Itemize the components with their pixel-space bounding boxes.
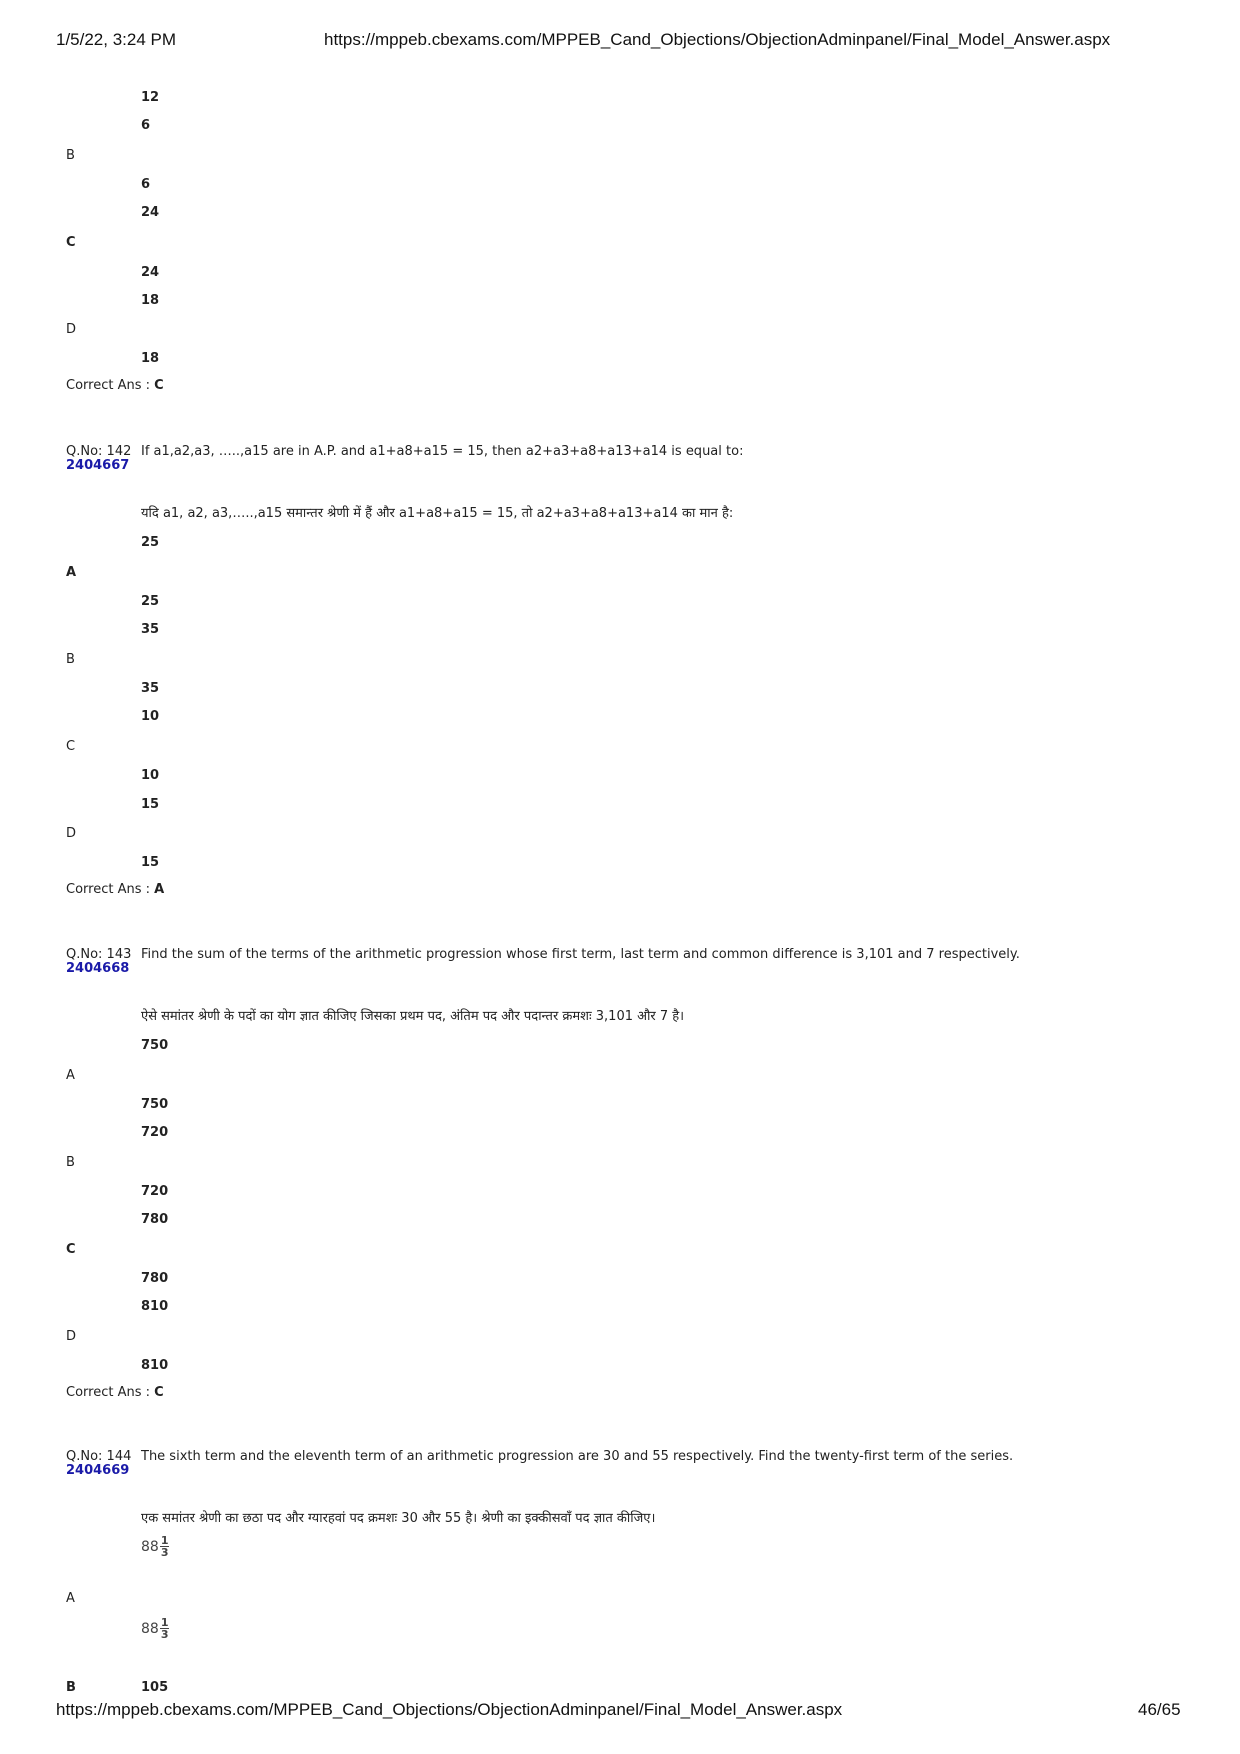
option-letter-correct: B: [66, 1680, 76, 1695]
page-number: 46/65: [1138, 1700, 1181, 1719]
option-value: 810: [141, 1358, 169, 1373]
fraction-denominator: 3: [160, 1628, 169, 1641]
question-id: 2404667: [66, 458, 130, 473]
option-value: 18: [141, 351, 160, 366]
option-letter-correct: C: [66, 1242, 76, 1257]
fraction-numerator: 1: [160, 1534, 169, 1547]
correct-answer-label: Correct Ans :: [66, 378, 155, 393]
question-text-english: Find the sum of the terms of the arithmetic progression whose first term, last term and common difference is 3,101 and 7 respectively.: [141, 947, 1020, 962]
fraction-part: [160, 1535, 170, 1558]
option-fraction: [141, 1617, 169, 1640]
option-value: 15: [141, 855, 160, 870]
question-number: Q.No: 142: [66, 444, 132, 459]
correct-answer: [66, 1385, 164, 1401]
option-value: 720: [141, 1184, 169, 1199]
question-number: Q.No: 144: [66, 1449, 132, 1464]
question-id: 2404668: [66, 961, 130, 976]
question-text-hindi: यदि a1, a2, a3,…..,a15 समान्तर श्रेणी में हैं और a1+a8+a15 = 15, तो a2+a3+a8+a13+a14 का मान है:: [141, 506, 734, 521]
option-letter: A: [66, 1591, 75, 1606]
option-letter: D: [66, 322, 77, 337]
fraction-numerator: 1: [160, 1616, 169, 1629]
fraction-whole: 88: [141, 1538, 159, 1555]
option-value: 15: [141, 797, 160, 812]
option-letter-correct: C: [66, 235, 76, 250]
option-value: 35: [141, 622, 160, 637]
print-url-header: https://mppeb.cbexams.com/MPPEB_Cand_Objections/ObjectionAdminpanel/Final_Model_Answer.aspx: [324, 30, 1111, 49]
option-value: 10: [141, 768, 160, 783]
print-datetime: 1/5/22, 3:24 PM: [56, 30, 177, 49]
print-url-footer: https://mppeb.cbexams.com/MPPEB_Cand_Objections/ObjectionAdminpanel/Final_Model_Answer.aspx: [56, 1700, 843, 1719]
question-text-english: If a1,a2,a3, …..,a15 are in A.P. and a1+a8+a15 = 15, then a2+a3+a8+a13+a14 is equal to:: [141, 444, 744, 459]
question-id: 2404669: [66, 1463, 130, 1478]
correct-answer-label: Correct Ans :: [66, 882, 155, 897]
correct-answer-value: C: [154, 378, 164, 393]
option-letter: B: [66, 148, 75, 163]
option-value: 10: [141, 709, 160, 724]
option-value: 25: [141, 594, 160, 609]
option-value: 25: [141, 535, 160, 550]
question-number: Q.No: 143: [66, 947, 132, 962]
fraction-denominator: 3: [160, 1546, 169, 1559]
question-text-english: The sixth term and the eleventh term of an arithmetic progression are 30 and 55 respectively. Find the twenty-first term of the series.: [141, 1449, 1014, 1464]
option-value: 6: [141, 177, 151, 192]
option-value: 12: [141, 90, 160, 105]
option-value: 18: [141, 293, 160, 308]
option-letter: C: [66, 739, 76, 754]
option-value: 24: [141, 205, 160, 220]
option-value: 780: [141, 1212, 169, 1227]
option-value: 780: [141, 1271, 169, 1286]
option-value: 750: [141, 1097, 169, 1112]
option-value: 6: [141, 118, 151, 133]
option-letter: B: [66, 1155, 75, 1170]
option-value: 720: [141, 1125, 169, 1140]
option-letter: D: [66, 1329, 77, 1344]
option-value: 35: [141, 681, 160, 696]
correct-answer: [66, 378, 164, 394]
option-fraction: [141, 1535, 169, 1558]
option-letter: A: [66, 1068, 75, 1083]
option-letter: B: [66, 652, 75, 667]
question-text-hindi: एक समांतर श्रेणी का छठा पद और ग्यारहवां पद क्रमशः 30 और 55 है। श्रेणी का इक्कीसवाँ पद ज्ञात कीजिए।: [141, 1511, 656, 1526]
option-value: 750: [141, 1038, 169, 1053]
correct-answer: [66, 882, 164, 898]
option-value: 24: [141, 265, 160, 280]
fraction-part: [160, 1617, 170, 1640]
option-value: 105: [141, 1680, 169, 1695]
option-value: 810: [141, 1299, 169, 1314]
fraction-whole: 88: [141, 1620, 159, 1637]
correct-answer-label: Correct Ans :: [66, 1385, 155, 1400]
option-letter-correct: A: [66, 565, 77, 580]
question-text-hindi: ऐसे समांतर श्रेणी के पदों का योग ज्ञात कीजिए जिसका प्रथम पद, अंतिम पद और पदान्तर क्रमशः 3,101 और 7 है।: [141, 1009, 685, 1024]
option-letter: D: [66, 826, 77, 841]
correct-answer-value: C: [154, 1385, 164, 1400]
correct-answer-value: A: [154, 882, 165, 897]
